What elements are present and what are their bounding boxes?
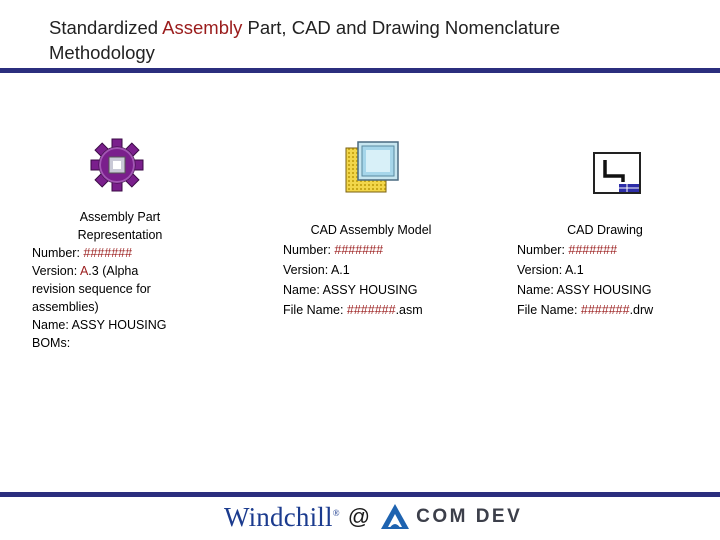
drawing-icon [593, 152, 641, 194]
part-version [32, 262, 242, 280]
model-file-ext: .asm [395, 303, 423, 317]
comdev-logo-icon [380, 503, 410, 531]
part-heading [32, 208, 208, 244]
registered-mark: ® [332, 507, 340, 518]
cad-model-icon [344, 140, 402, 194]
drawing-info [517, 220, 717, 320]
top-divider [0, 68, 720, 73]
drawing-version: Version: A.1 [517, 263, 584, 277]
model-number [283, 240, 503, 260]
title-line-2: Methodology [49, 42, 155, 63]
windchill-wordmark: Windchill [224, 501, 333, 532]
drawing-file-value: ####### [580, 303, 630, 317]
part-version-line-2: revision sequence for [32, 282, 151, 296]
bottom-divider [0, 492, 720, 497]
comdev-wordmark: COM DEV [416, 506, 523, 527]
part-heading-line-2: Representation [77, 228, 163, 242]
drawing-number [517, 240, 717, 260]
part-heading-line-1: Assembly Part [79, 210, 161, 224]
title-text-start: Standardized [49, 17, 163, 38]
title-text-end: Part, CAD and Drawing Nomenclature [242, 17, 561, 38]
part-version-label: Version: [32, 264, 80, 278]
drawing-file-name [517, 300, 717, 320]
part-number-label: Number: [32, 246, 84, 260]
model-file-name [283, 300, 503, 320]
drawing-number-value: ####### [568, 243, 618, 257]
drawing-file-label: File Name: [517, 303, 581, 317]
windchill-logo [224, 502, 340, 533]
drawing-number-label: Number: [517, 243, 569, 257]
model-version: Version: A.1 [283, 263, 350, 277]
part-number-value: ####### [83, 246, 133, 260]
part-boms: BOMs: [32, 336, 71, 350]
part-info [32, 208, 242, 352]
model-name: Name: ASSY HOUSING [283, 283, 418, 297]
part-version-rest: .3 (Alpha [88, 264, 139, 278]
model-heading: CAD Assembly Model [310, 223, 432, 237]
at-symbol: @ [347, 504, 371, 529]
drawing-name: Name: ASSY HOUSING [517, 283, 652, 297]
model-number-value: ####### [334, 243, 384, 257]
gear-icon [88, 136, 146, 194]
drawing-file-ext: .drw [629, 303, 654, 317]
model-file-value: ####### [346, 303, 396, 317]
model-file-label: File Name: [283, 303, 347, 317]
part-name: Name: ASSY HOUSING [32, 318, 167, 332]
title-highlight: Assembly [162, 17, 243, 38]
drawing-heading: CAD Drawing [567, 223, 643, 237]
part-number [32, 244, 242, 262]
model-info [283, 220, 503, 320]
footer-logos [224, 499, 522, 535]
part-version-line-3: assemblies) [32, 300, 99, 314]
part-version-letter: A [79, 264, 89, 278]
page-title [49, 15, 689, 65]
model-number-label: Number: [283, 243, 335, 257]
